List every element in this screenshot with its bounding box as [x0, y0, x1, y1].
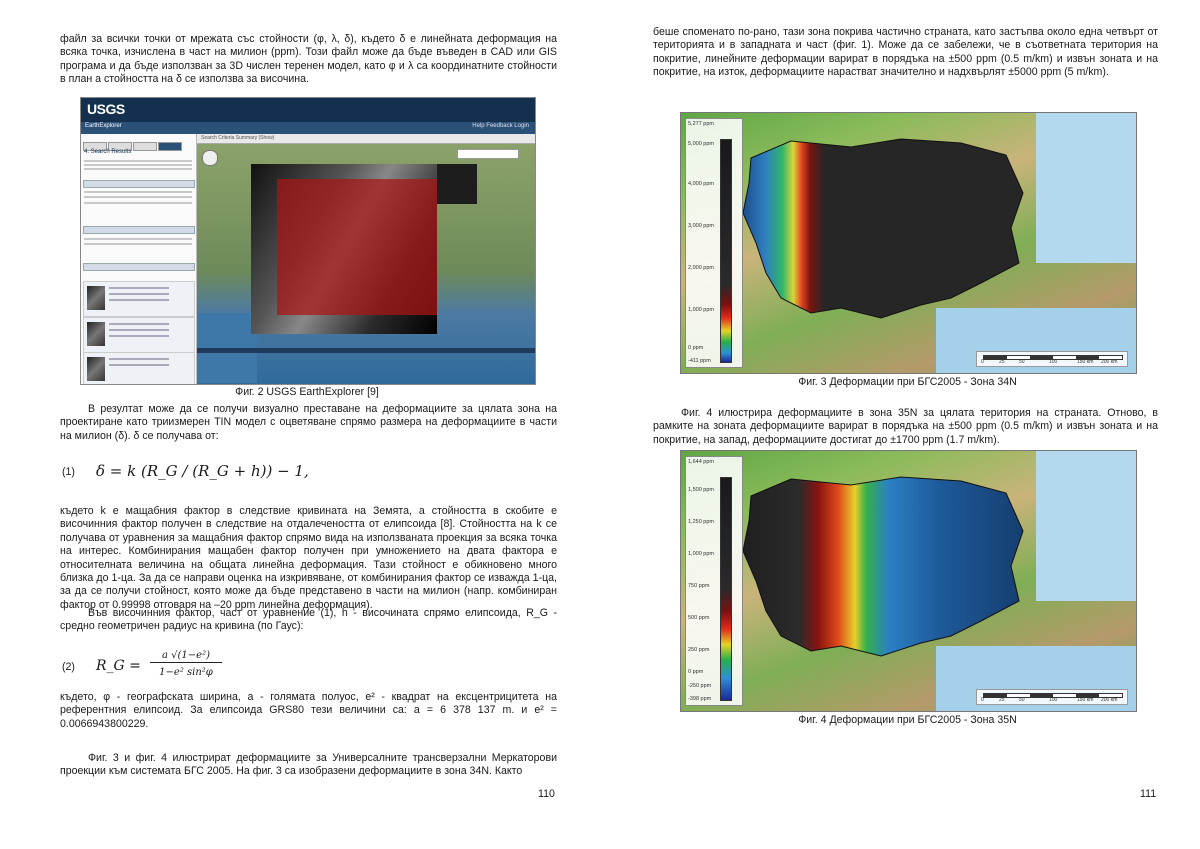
- usgs-logo: USGS: [87, 101, 125, 117]
- deformation-map-zone-35n: [680, 450, 1137, 712]
- usgs-text-line: [84, 191, 192, 193]
- deformation-map-zone-34n: [680, 112, 1137, 374]
- fig2-caption: Фиг. 2 USGS EarthExplorer [9]: [235, 386, 379, 398]
- usgs-result-line: [109, 358, 169, 360]
- page-number-left: 110: [538, 788, 555, 800]
- scale-label: 0: [981, 697, 984, 703]
- legend-label: 2,000 ppm: [688, 265, 714, 271]
- usgs-earthexplorer-screenshot: [80, 97, 536, 385]
- legend-label: -250 ppm: [688, 683, 712, 689]
- scale-label: 100: [1049, 697, 1058, 703]
- usgs-result-line: [109, 293, 169, 295]
- equation-2-denominator: 1−e² sin²φ: [159, 667, 213, 678]
- usgs-tab-results: [158, 142, 182, 151]
- scale-label: 100: [1049, 359, 1058, 365]
- usgs-tab-additional-criteria: [133, 142, 157, 151]
- legend-label: 1,644 ppm: [688, 459, 714, 465]
- usgs-result-line: [109, 329, 169, 331]
- usgs-map-footer: [197, 348, 535, 353]
- legend-label: 1,000 ppm: [688, 307, 714, 313]
- usgs-tabs: [83, 138, 183, 146]
- usgs-map-search: [457, 149, 519, 159]
- scale-label: 150 km: [1077, 359, 1094, 365]
- equation-1: δ = k (R_G / (R_G + h)) − 1,: [96, 462, 309, 480]
- fig4-caption: Фиг. 4 Деформации при БГС2005 - Зона 35N: [798, 714, 1017, 726]
- legend-label: 1,500 ppm: [688, 487, 714, 493]
- legend-color-bar: [720, 477, 732, 701]
- page-number-right: 111: [1140, 788, 1157, 800]
- legend-label: -398 ppm: [688, 696, 712, 702]
- usgs-text-line: [84, 202, 192, 204]
- usgs-text-line: [84, 164, 192, 166]
- usgs-side-title: 4. Search Results: [84, 149, 132, 155]
- usgs-result-item: [83, 317, 195, 353]
- usgs-result-thumbnail: [87, 322, 105, 346]
- legend-color-bar: [720, 139, 732, 363]
- legend-label: 500 ppm: [688, 615, 710, 621]
- legend-label: 3,000 ppm: [688, 223, 714, 229]
- scale-label: 50: [1019, 359, 1025, 365]
- left-para-4: Във височинния фактор, част от уравнение (1), h - височината спрямо елипсоида, R_G - средно геометричен радиус на кривина (по Гаус):: [60, 607, 557, 633]
- usgs-selected-footprint: [277, 179, 437, 315]
- usgs-result-line: [109, 287, 169, 289]
- scale-label: 25: [999, 359, 1005, 365]
- usgs-result-line: [109, 299, 169, 301]
- usgs-text-line: [84, 196, 192, 198]
- left-para-5: където, φ - географската ширина, a - голямата полуос, e² - квадрат на ексцентрицитета на референтния елипсоид. За елипсоида GRS80 тези величини са: a = 6 378 137 m. и e² = 0.0066943800229.: [60, 691, 557, 730]
- usgs-zoom-control: [202, 150, 218, 166]
- legend-label: 1,000 ppm: [688, 551, 714, 557]
- usgs-text-line: [84, 168, 192, 170]
- usgs-section-bar: [83, 263, 195, 271]
- usgs-nav-links: Help Feedback Login: [472, 123, 529, 129]
- eq2-number: (2): [62, 661, 75, 673]
- usgs-header: [81, 98, 535, 122]
- legend-label: 5,000 ppm: [688, 141, 714, 147]
- scale-label: 200 km: [1101, 697, 1118, 703]
- usgs-text-line: [84, 243, 192, 245]
- usgs-result-item: [83, 281, 195, 317]
- legend-label: 750 ppm: [688, 583, 710, 589]
- eq1-number: (1): [62, 466, 75, 478]
- usgs-result-line: [109, 335, 169, 337]
- equation-2-lhs: R_G =: [96, 658, 141, 674]
- scale-label: 50: [1019, 697, 1025, 703]
- bulgaria-deformation-overlay: [731, 133, 1031, 328]
- scale-label: 25: [999, 697, 1005, 703]
- usgs-result-line: [109, 364, 169, 366]
- equation-2-numerator: a √(1−e²): [150, 650, 222, 663]
- fig3-caption: Фиг. 3 Деформации при БГС2005 - Зона 34N: [798, 376, 1017, 388]
- usgs-result-item: [83, 352, 195, 385]
- legend-label: 0 ppm: [688, 669, 704, 675]
- legend-label: 250 ppm: [688, 647, 710, 653]
- usgs-result-line: [109, 323, 169, 325]
- usgs-section-bar: [83, 180, 195, 188]
- usgs-map-header-label: Search Criteria Summary (Show): [201, 135, 275, 141]
- scale-label: 0: [981, 359, 984, 365]
- usgs-section-bar: [83, 226, 195, 234]
- usgs-text-line: [84, 238, 192, 240]
- legend-label: 4,000 ppm: [688, 181, 714, 187]
- bulgaria-deformation-overlay: [731, 471, 1031, 666]
- right-para-1: беше споменато по-рано, тази зона покрива частично страната, като застъпва около една четвърт от територията и в западната и част (фиг. 1). Може да се забележи, че в съответната територия на покритие, линейните деформации варират в порядъка на ±500 ppm (0.5 m/km) и извън зоната и на покритие, на изток, деформациите нарастват значително и надхвърлят ±5000 ppm (5 m/km).: [653, 26, 1158, 79]
- scale-bar: [976, 689, 1128, 705]
- usgs-nav: [81, 122, 535, 134]
- scale-bar: [976, 351, 1128, 367]
- scale-label: 200 km: [1101, 359, 1118, 365]
- left-para-3: където k е мащабния фактор в следствие кривината на Земята, а стойността в скобите е височинния фактор получен в следствие на отдалечеността от елипсоида [8]. Стойността на k се получава от уравнения за мащабния фактор спрямо вида на използваната проекция за всяка точка на интерес. Комбинирания мащабен фактор получен при умножението на двата фактора е относителната величина на общата линейна деформация. Тази стойност е обикновено много близка до 1-ца. За да се направи оценка на изкривяване, от комбинирания фактор се изважда 1-ца, за да се получи стойност, която може да бъде представено в части на милион (напр. комбиниран фактор от 0.99998 отговаря на –20 ppm линейна деформация).: [60, 505, 557, 611]
- legend-label: 1,250 ppm: [688, 519, 714, 525]
- ppm-legend: [685, 456, 743, 706]
- legend-label: -411 ppm: [688, 358, 711, 364]
- legend-label: 0 ppm: [688, 345, 704, 351]
- usgs-result-thumbnail: [87, 357, 105, 381]
- ppm-legend: [685, 118, 743, 368]
- left-para-6: Фиг. 3 и фиг. 4 илюстрират деформациите за Универсалните трансверзални Меркаторови проекции към системата БГС 2005. На фиг. 3 са изобразени деформациите в зона 34N. Както: [60, 752, 557, 778]
- usgs-app-title: EarthExplorer: [85, 123, 122, 129]
- black-sea: [1036, 451, 1136, 601]
- left-para-1: файл за всички точки от мрежата със стойности (φ, λ, δ), където δ е линейната деформация на всяка точка, изчислена в част на милион (ppm). Този файл може да бъде въведен в CAD или GIS програма и да бъде използван за 3D числен теренен модел, като φ и λ са координатните стойности в план а стойността на δ се използва за височина.: [60, 33, 557, 86]
- usgs-result-thumbnail: [87, 286, 105, 310]
- black-sea: [1036, 113, 1136, 263]
- scale-label: 150 km: [1077, 697, 1094, 703]
- legend-label: 5,277 ppm: [688, 121, 714, 127]
- right-para-2: Фиг. 4 илюстрира деформациите в зона 35N за цялата територия на страната. Отново, в рамките на зоната деформациите варират в порядъка на ±500 ppm (0.5 m/km) и извън зоната и на покритие, на запад, деформациите достигат до ±1700 ppm (1.7 m/km).: [653, 407, 1158, 446]
- usgs-text-line: [84, 160, 192, 162]
- left-para-2: В резултат може да се получи визуално преставане на деформациите за цялата зона на проектиране като триизмерен TIN модел с оцветяване спрямо размера на деформациите в части на милион (δ). δ се получава от:: [60, 403, 557, 442]
- usgs-map-tile: [437, 164, 477, 204]
